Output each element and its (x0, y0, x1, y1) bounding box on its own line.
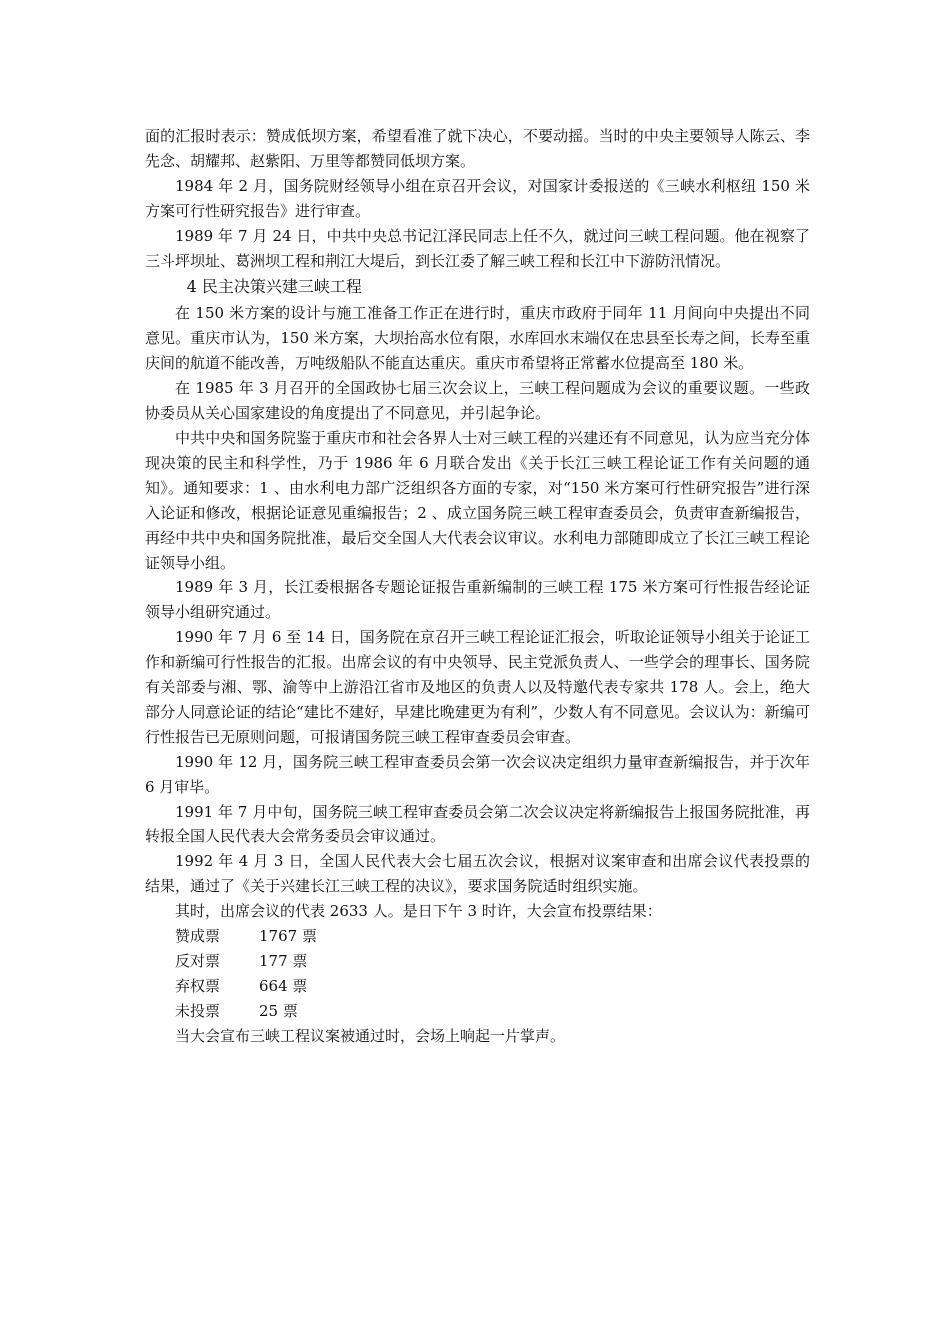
section-heading: 4 民主决策兴建三峡工程 (186, 277, 362, 297)
paragraph: 面的汇报时表示：赞成低坝方案，希望看准了就下决心，不要动摇。当时的中央主要领导人陈云、李先念、胡耀邦、赵紫阳、万里等都赞同低坝方案。 (145, 127, 810, 170)
paragraph: 1989 年 7 月 24 日，中共中央总书记江泽民同志上任不久，就过问三峡工程问题。他在视察了三斗坪坝址、葛洲坝工程和荆江大堤后，到长江委了解三峡工程和长江中下游防汛情况。 (145, 226, 810, 270)
vote-row-not-voted (145, 999, 810, 1024)
closing-paragraph: 当大会宣布三峡工程议案被通过时，会场上响起一片掌声。 (175, 1026, 566, 1045)
paragraph: 1984 年 2 月，国务院财经领导小组在京召开会议，对国家计委报送的《三峡水利枢纽 150 米方案可行性研究报告》进行审查。 (145, 176, 810, 220)
vote-label: 赞成票 (175, 927, 221, 946)
vote-count: 664 票 (259, 976, 308, 995)
paragraph: 在 150 米方案的设计与施工准备工作正在进行时，重庆市政府于同年 11 月间向中央提出不同意见。重庆市认为，150 米方案，大坝抬高水位有限，水库回水末端仅在忠县至长寿之间，长寿至重庆间的航道不能改善，万吨级船队不能直达重庆。重庆市希望将正常蓄水位提高至 180 米。 (145, 304, 810, 373)
vote-count: 25 票 (259, 1001, 298, 1020)
paragraph: 1991 年 7 月中旬，国务院三峡工程审查委员会第二次会议决定将新编报告上报国务院批准，再转报全国人民代表大会常务委员会审议通过。 (145, 802, 810, 846)
vote-label: 未投票 (175, 1001, 221, 1020)
vote-count: 1767 票 (259, 927, 317, 946)
paragraph: 1989 年 3 月，长江委根据各专题论证报告重新编制的三峡工程 175 米方案可行性报告经论证领导小组研究通过。 (145, 578, 810, 622)
paragraph: 在 1985 年 3 月召开的全国政协七届三次会议上，三峡工程问题成为会议的重要议题。一些政协委员从关心国家建设的角度提出了不同意见，并引起争论。 (145, 379, 810, 423)
vote-row-abstain (145, 974, 810, 999)
paragraph: 其时，出席会议的代表 2633 人。是日下午 3 时许，大会宣布投票结果： (175, 902, 662, 921)
paragraph: 1990 年 7 月 6 至 14 日，国务院在京召开三峡工程论证汇报会，听取论证领导小组关于论证工作和新编可行性报告的汇报。出席会议的有中央领导、民主党派负责人、一些学会的理事长、国务院有关部委与湘、鄂、渝等中上游沿江省市及地区的负责人以及特邀代表专家共 178 人。会上，绝大部分人同意论证的结论“建比不建好，早建比晚建更为有利”，少数人有不同意见。会议认为：新编可行性报告已无原则问题，可报请国务院三峡工程审查委员会审查。 (145, 628, 810, 746)
paragraph: 1990 年 12 月，国务院三峡工程审查委员会第一次会议决定组织力量审查新编报告，并于次年 6 月审毕。 (145, 752, 810, 796)
paragraph: 中共中央和国务院鉴于重庆市和社会各界人士对三峡工程的兴建还有不同意见，认为应当充分体现决策的民主和科学性，乃于 1986 年 6 月联合发出《关于长江三峡工程论证工作有关问题的通知》。通知要求：1 、由水利电力部广泛组织各方面的专家，对“150 米方案可行性研究报告”进行深入论证和修改，根据论证意见重编报告；2 、成立国务院三峡工程审查委员会，负责审查新编报告，再经中共中央和国务院批准，最后交全国人大代表会议审议。水利电力部随即成立了长江三峡工程论证领导小组。 (145, 428, 810, 572)
document-page (145, 124, 810, 1049)
vote-row-against (145, 949, 810, 974)
vote-label: 弃权票 (175, 976, 221, 995)
paragraph: 1992 年 4 月 3 日，全国人民代表大会七届五次会议，根据对议案审查和出席会议代表投票的结果，通过了《关于兴建长江三峡工程的决议》，要求国务院适时组织实施。 (145, 852, 810, 896)
vote-results (145, 924, 810, 1024)
vote-label: 反对票 (175, 952, 221, 970)
vote-count: 177 票 (259, 952, 308, 970)
vote-row-approve (145, 924, 810, 949)
